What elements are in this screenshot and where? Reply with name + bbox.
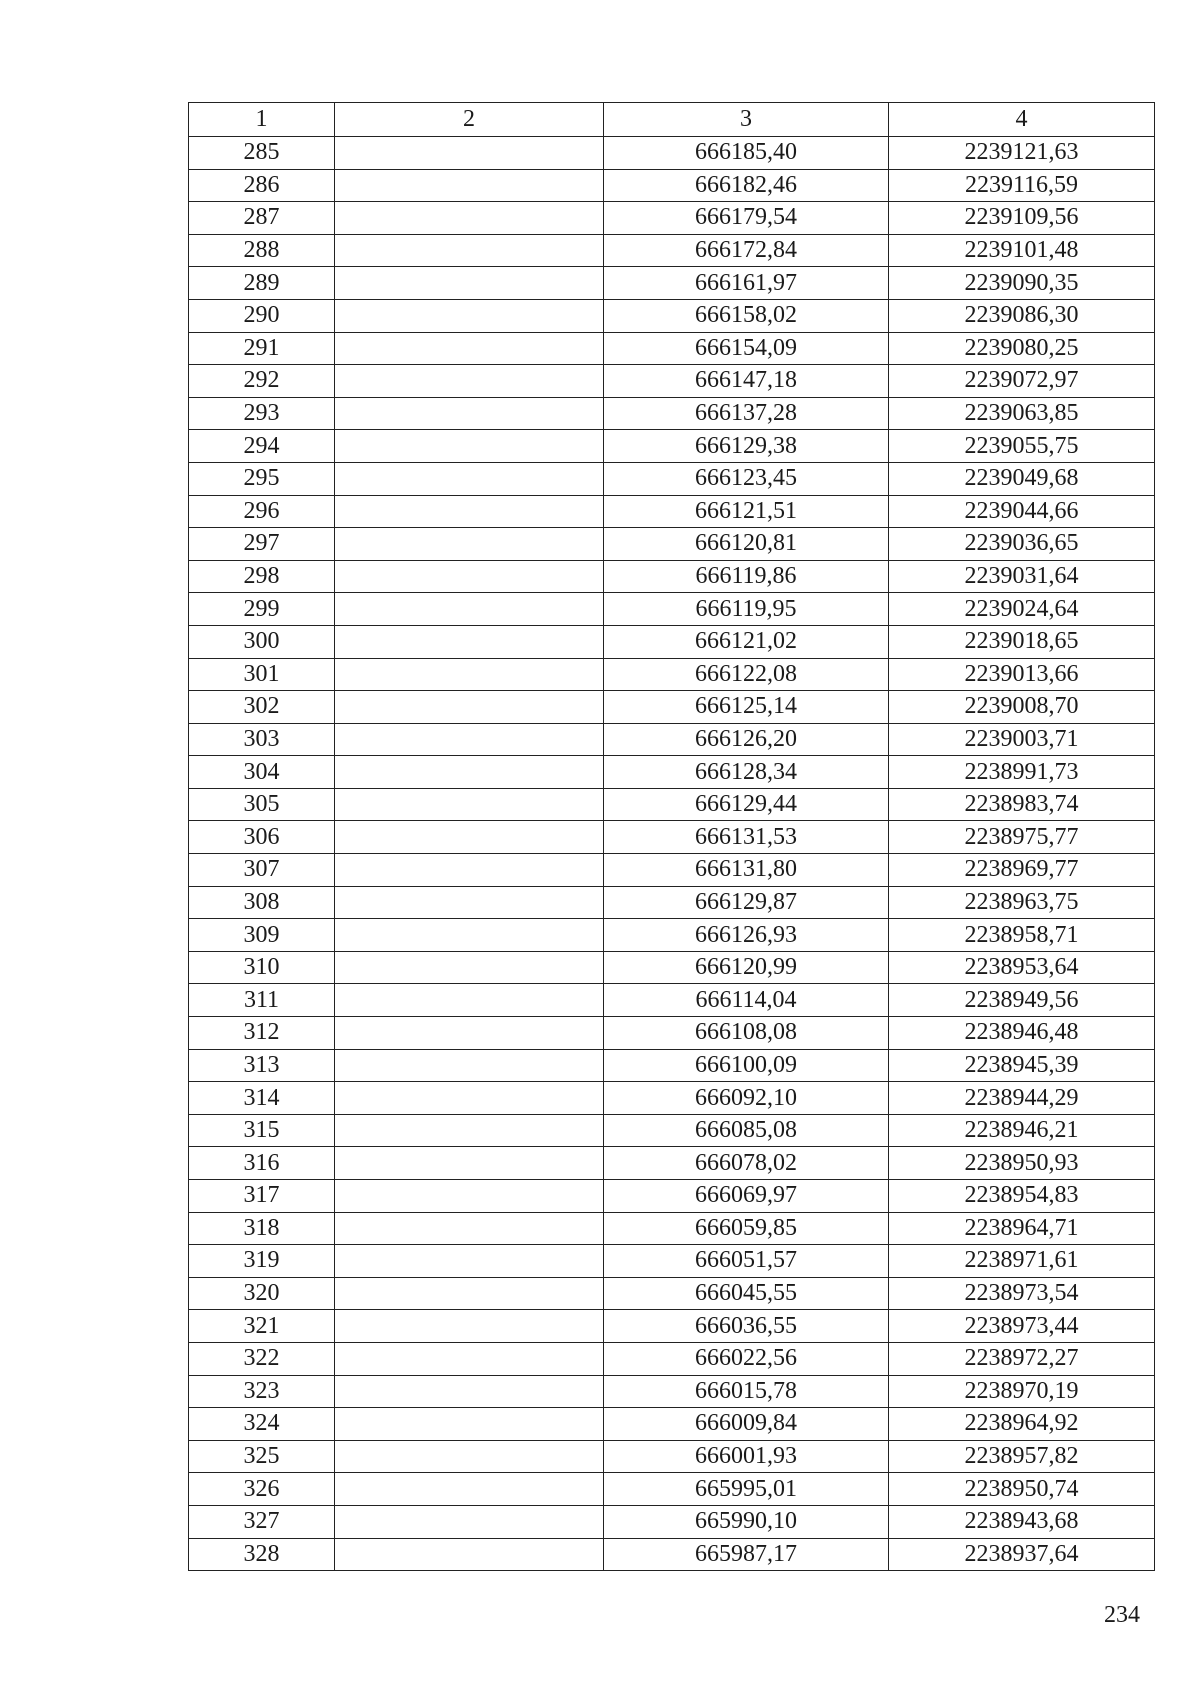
y-coordinate-cell: 2239018,65	[889, 625, 1155, 658]
point-number-cell: 318	[189, 1212, 335, 1245]
table-row	[189, 723, 1155, 756]
y-coordinate-cell: 2239101,48	[889, 234, 1155, 267]
point-number-cell: 302	[189, 691, 335, 724]
empty-cell	[335, 234, 604, 267]
y-coordinate-cell: 2239086,30	[889, 299, 1155, 332]
y-coordinate-cell: 2238983,74	[889, 788, 1155, 821]
y-coordinate-cell: 2239090,35	[889, 267, 1155, 300]
table-row	[189, 658, 1155, 691]
empty-cell	[335, 1147, 604, 1180]
empty-cell	[335, 397, 604, 430]
table-row	[189, 756, 1155, 789]
point-number-cell: 307	[189, 854, 335, 887]
point-number-cell: 328	[189, 1538, 335, 1571]
x-coordinate-cell: 666122,08	[604, 658, 889, 691]
y-coordinate-cell: 2238950,74	[889, 1473, 1155, 1506]
y-coordinate-cell: 2238957,82	[889, 1440, 1155, 1473]
x-coordinate-cell: 666069,97	[604, 1180, 889, 1213]
x-coordinate-cell: 666114,04	[604, 984, 889, 1017]
point-number-cell: 320	[189, 1277, 335, 1310]
table-row	[189, 495, 1155, 528]
y-coordinate-cell: 2238970,19	[889, 1375, 1155, 1408]
x-coordinate-cell: 666119,95	[604, 593, 889, 626]
x-coordinate-cell: 666125,14	[604, 691, 889, 724]
empty-cell	[335, 1505, 604, 1538]
coordinates-table	[188, 102, 1155, 1571]
point-number-cell: 289	[189, 267, 335, 300]
point-number-cell: 301	[189, 658, 335, 691]
x-coordinate-cell: 666059,85	[604, 1212, 889, 1245]
empty-cell	[335, 1180, 604, 1213]
x-coordinate-cell: 666128,34	[604, 756, 889, 789]
y-coordinate-cell: 2239024,64	[889, 593, 1155, 626]
x-coordinate-cell: 666108,08	[604, 1017, 889, 1050]
table-row	[189, 951, 1155, 984]
x-coordinate-cell: 665987,17	[604, 1538, 889, 1571]
x-coordinate-cell: 666085,08	[604, 1114, 889, 1147]
x-coordinate-cell: 666051,57	[604, 1245, 889, 1278]
point-number-cell: 291	[189, 332, 335, 365]
x-coordinate-cell: 666119,86	[604, 560, 889, 593]
x-coordinate-cell: 666129,44	[604, 788, 889, 821]
point-number-cell: 325	[189, 1440, 335, 1473]
y-coordinate-cell: 2239008,70	[889, 691, 1155, 724]
point-number-cell: 292	[189, 365, 335, 398]
table-row	[189, 365, 1155, 398]
empty-cell	[335, 691, 604, 724]
y-coordinate-cell: 2239109,56	[889, 202, 1155, 235]
y-coordinate-cell: 2239080,25	[889, 332, 1155, 365]
table-row	[189, 1342, 1155, 1375]
point-number-cell: 298	[189, 560, 335, 593]
point-number-cell: 327	[189, 1505, 335, 1538]
point-number-cell: 286	[189, 169, 335, 202]
empty-cell	[335, 723, 604, 756]
point-number-cell: 326	[189, 1473, 335, 1506]
table-row	[189, 919, 1155, 952]
empty-cell	[335, 169, 604, 202]
x-coordinate-cell: 666036,55	[604, 1310, 889, 1343]
y-coordinate-cell: 2239063,85	[889, 397, 1155, 430]
table-row	[189, 528, 1155, 561]
table-row	[189, 1473, 1155, 1506]
table-row	[189, 234, 1155, 267]
table-row	[189, 202, 1155, 235]
x-coordinate-cell: 666022,56	[604, 1342, 889, 1375]
table-row	[189, 821, 1155, 854]
table-row	[189, 1114, 1155, 1147]
empty-cell	[335, 951, 604, 984]
empty-cell	[335, 202, 604, 235]
empty-cell	[335, 1473, 604, 1506]
point-number-cell: 305	[189, 788, 335, 821]
table-row	[189, 886, 1155, 919]
y-coordinate-cell: 2238958,71	[889, 919, 1155, 952]
y-coordinate-cell: 2238950,93	[889, 1147, 1155, 1180]
empty-cell	[335, 528, 604, 561]
empty-cell	[335, 1375, 604, 1408]
table-row	[189, 560, 1155, 593]
x-coordinate-cell: 665995,01	[604, 1473, 889, 1506]
point-number-cell: 315	[189, 1114, 335, 1147]
empty-cell	[335, 854, 604, 887]
y-coordinate-cell: 2239116,59	[889, 169, 1155, 202]
y-coordinate-cell: 2239072,97	[889, 365, 1155, 398]
point-number-cell: 321	[189, 1310, 335, 1343]
y-coordinate-cell: 2239044,66	[889, 495, 1155, 528]
y-coordinate-cell: 2239121,63	[889, 137, 1155, 170]
empty-cell	[335, 1017, 604, 1050]
point-number-cell: 303	[189, 723, 335, 756]
x-coordinate-cell: 666009,84	[604, 1408, 889, 1441]
point-number-cell: 287	[189, 202, 335, 235]
point-number-cell: 308	[189, 886, 335, 919]
empty-cell	[335, 1245, 604, 1278]
table-row	[189, 1017, 1155, 1050]
x-coordinate-cell: 666137,28	[604, 397, 889, 430]
x-coordinate-cell: 666126,93	[604, 919, 889, 952]
x-coordinate-cell: 666172,84	[604, 234, 889, 267]
page-number: 234	[1104, 1602, 1140, 1628]
empty-cell	[335, 1049, 604, 1082]
x-coordinate-cell: 666001,93	[604, 1440, 889, 1473]
table-row	[189, 397, 1155, 430]
y-coordinate-cell: 2238975,77	[889, 821, 1155, 854]
column-header-1: 1	[189, 103, 335, 137]
x-coordinate-cell: 666120,99	[604, 951, 889, 984]
y-coordinate-cell: 2239036,65	[889, 528, 1155, 561]
point-number-cell: 290	[189, 299, 335, 332]
y-coordinate-cell: 2239049,68	[889, 462, 1155, 495]
point-number-cell: 309	[189, 919, 335, 952]
point-number-cell: 312	[189, 1017, 335, 1050]
empty-cell	[335, 984, 604, 1017]
x-coordinate-cell: 666015,78	[604, 1375, 889, 1408]
table-row	[189, 593, 1155, 626]
empty-cell	[335, 430, 604, 463]
empty-cell	[335, 332, 604, 365]
y-coordinate-cell: 2238964,71	[889, 1212, 1155, 1245]
y-coordinate-cell: 2238964,92	[889, 1408, 1155, 1441]
table-row	[189, 1245, 1155, 1278]
x-coordinate-cell: 666182,46	[604, 169, 889, 202]
x-coordinate-cell: 665990,10	[604, 1505, 889, 1538]
x-coordinate-cell: 666121,51	[604, 495, 889, 528]
table-row	[189, 137, 1155, 170]
x-coordinate-cell: 666185,40	[604, 137, 889, 170]
x-coordinate-cell: 666129,38	[604, 430, 889, 463]
x-coordinate-cell: 666158,02	[604, 299, 889, 332]
point-number-cell: 323	[189, 1375, 335, 1408]
point-number-cell: 297	[189, 528, 335, 561]
y-coordinate-cell: 2238991,73	[889, 756, 1155, 789]
empty-cell	[335, 788, 604, 821]
x-coordinate-cell: 666045,55	[604, 1277, 889, 1310]
table-row	[189, 1277, 1155, 1310]
table-row	[189, 1212, 1155, 1245]
table-row	[189, 788, 1155, 821]
y-coordinate-cell: 2238946,21	[889, 1114, 1155, 1147]
empty-cell	[335, 658, 604, 691]
table-row	[189, 1180, 1155, 1213]
x-coordinate-cell: 666161,97	[604, 267, 889, 300]
x-coordinate-cell: 666179,54	[604, 202, 889, 235]
empty-cell	[335, 1114, 604, 1147]
x-coordinate-cell: 666120,81	[604, 528, 889, 561]
y-coordinate-cell: 2238949,56	[889, 984, 1155, 1017]
empty-cell	[335, 299, 604, 332]
column-header-4: 4	[889, 103, 1155, 137]
table-row	[189, 267, 1155, 300]
x-coordinate-cell: 666147,18	[604, 365, 889, 398]
y-coordinate-cell: 2238954,83	[889, 1180, 1155, 1213]
point-number-cell: 304	[189, 756, 335, 789]
empty-cell	[335, 625, 604, 658]
y-coordinate-cell: 2238943,68	[889, 1505, 1155, 1538]
point-number-cell: 306	[189, 821, 335, 854]
x-coordinate-cell: 666131,53	[604, 821, 889, 854]
x-coordinate-cell: 666092,10	[604, 1082, 889, 1115]
table-row	[189, 1147, 1155, 1180]
x-coordinate-cell: 666129,87	[604, 886, 889, 919]
table-row	[189, 332, 1155, 365]
table-row	[189, 854, 1155, 887]
table-row	[189, 1310, 1155, 1343]
y-coordinate-cell: 2238973,44	[889, 1310, 1155, 1343]
y-coordinate-cell: 2238971,61	[889, 1245, 1155, 1278]
y-coordinate-cell: 2238953,64	[889, 951, 1155, 984]
point-number-cell: 285	[189, 137, 335, 170]
point-number-cell: 322	[189, 1342, 335, 1375]
point-number-cell: 317	[189, 1180, 335, 1213]
point-number-cell: 295	[189, 462, 335, 495]
table-row	[189, 1375, 1155, 1408]
table-row	[189, 1538, 1155, 1571]
table-row	[189, 1082, 1155, 1115]
point-number-cell: 288	[189, 234, 335, 267]
empty-cell	[335, 1538, 604, 1571]
x-coordinate-cell: 666100,09	[604, 1049, 889, 1082]
point-number-cell: 293	[189, 397, 335, 430]
y-coordinate-cell: 2239055,75	[889, 430, 1155, 463]
y-coordinate-cell: 2239013,66	[889, 658, 1155, 691]
y-coordinate-cell: 2238946,48	[889, 1017, 1155, 1050]
table-row	[189, 625, 1155, 658]
point-number-cell: 313	[189, 1049, 335, 1082]
point-number-cell: 316	[189, 1147, 335, 1180]
x-coordinate-cell: 666123,45	[604, 462, 889, 495]
column-header-3: 3	[604, 103, 889, 137]
table-row	[189, 299, 1155, 332]
empty-cell	[335, 593, 604, 626]
y-coordinate-cell: 2238972,27	[889, 1342, 1155, 1375]
table-row	[189, 1440, 1155, 1473]
y-coordinate-cell: 2238973,54	[889, 1277, 1155, 1310]
table-header-row	[189, 103, 1155, 137]
x-coordinate-cell: 666078,02	[604, 1147, 889, 1180]
point-number-cell: 299	[189, 593, 335, 626]
table-row	[189, 984, 1155, 1017]
empty-cell	[335, 1310, 604, 1343]
x-coordinate-cell: 666154,09	[604, 332, 889, 365]
point-number-cell: 319	[189, 1245, 335, 1278]
table-row	[189, 430, 1155, 463]
point-number-cell: 314	[189, 1082, 335, 1115]
column-header-2: 2	[335, 103, 604, 137]
point-number-cell: 300	[189, 625, 335, 658]
empty-cell	[335, 495, 604, 528]
point-number-cell: 324	[189, 1408, 335, 1441]
empty-cell	[335, 137, 604, 170]
x-coordinate-cell: 666131,80	[604, 854, 889, 887]
empty-cell	[335, 1440, 604, 1473]
y-coordinate-cell: 2238963,75	[889, 886, 1155, 919]
empty-cell	[335, 267, 604, 300]
point-number-cell: 296	[189, 495, 335, 528]
table-row	[189, 1408, 1155, 1441]
y-coordinate-cell: 2239003,71	[889, 723, 1155, 756]
point-number-cell: 310	[189, 951, 335, 984]
point-number-cell: 311	[189, 984, 335, 1017]
y-coordinate-cell: 2239031,64	[889, 560, 1155, 593]
empty-cell	[335, 886, 604, 919]
empty-cell	[335, 1212, 604, 1245]
table-row	[189, 691, 1155, 724]
table-row	[189, 462, 1155, 495]
empty-cell	[335, 1277, 604, 1310]
table-body	[189, 137, 1155, 1571]
y-coordinate-cell: 2238944,29	[889, 1082, 1155, 1115]
empty-cell	[335, 1342, 604, 1375]
x-coordinate-cell: 666121,02	[604, 625, 889, 658]
x-coordinate-cell: 666126,20	[604, 723, 889, 756]
table-row	[189, 1049, 1155, 1082]
empty-cell	[335, 821, 604, 854]
table-row	[189, 1505, 1155, 1538]
empty-cell	[335, 365, 604, 398]
y-coordinate-cell: 2238969,77	[889, 854, 1155, 887]
empty-cell	[335, 1408, 604, 1441]
empty-cell	[335, 756, 604, 789]
empty-cell	[335, 560, 604, 593]
table-row	[189, 169, 1155, 202]
point-number-cell: 294	[189, 430, 335, 463]
y-coordinate-cell: 2238945,39	[889, 1049, 1155, 1082]
empty-cell	[335, 1082, 604, 1115]
empty-cell	[335, 462, 604, 495]
y-coordinate-cell: 2238937,64	[889, 1538, 1155, 1571]
empty-cell	[335, 919, 604, 952]
